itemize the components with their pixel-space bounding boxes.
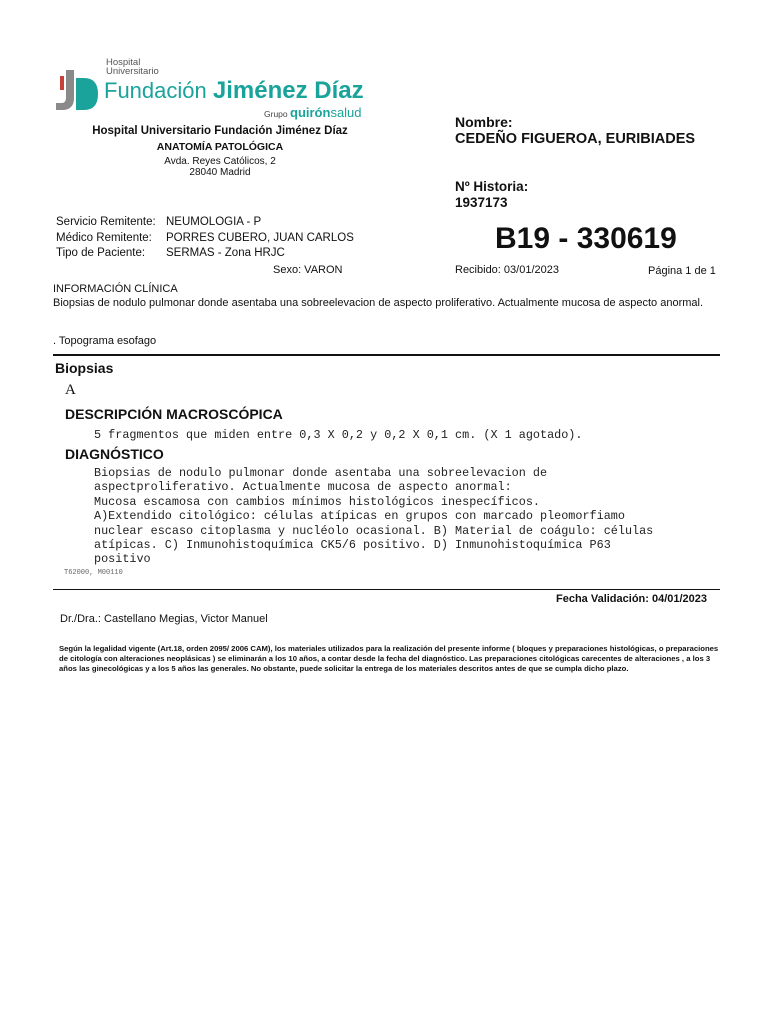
servicio-label: Servicio Remitente:: [56, 216, 156, 228]
snomed-codes: T62000, M00110: [64, 569, 123, 577]
hospital-name: Hospital Universitario Fundación Jiménez Díaz: [92, 125, 348, 137]
logo-line-hospital: Hospital: [106, 57, 141, 68]
sexo: Sexo: VARON: [273, 264, 343, 276]
specimen-letter: A: [65, 382, 76, 398]
clinical-info-title: INFORMACIÓN CLÍNICA: [53, 283, 178, 295]
diagnosis-line: positivo: [94, 552, 151, 567]
section-divider: [53, 354, 720, 356]
case-number: B19 - 330619: [495, 222, 677, 255]
hospital-logo: [50, 56, 390, 126]
department-name: ANATOMÍA PATOLÓGICA: [156, 141, 284, 153]
logo-quironsalud: quirónsalud: [290, 105, 362, 120]
logo-name-b: Jiménez Díaz: [212, 77, 364, 104]
diagnosis-line: aspectproliferativo. Actualmente mucosa de aspecto anormal:: [94, 480, 512, 495]
logo-grupo: [264, 105, 362, 120]
topograma: . Topograma esofago: [53, 335, 157, 347]
nombre-label: Nombre:: [455, 114, 513, 130]
tipo-paciente-label: Tipo de Paciente:: [56, 247, 146, 259]
legal-notice: Según la legalidad vigente (Art.18, orden 2095/ 2006 CAM), los materiales utilizados para la realización del presente informe ( bloques y preparaciones histológicas, o preparaciones de citología con alteraciones neoplásicas ) se eliminarán a los 10 años, a contar desde la fecha del diagnóstico. Las preparaciones citológicas carecentes de alteraciones , a los 3 años las ginecológicas y a los 5 años las generales. No obstante, puede solicitar la entrega de los materiales descritos antes de que se cumpla dicho plazo.: [59, 644, 719, 673]
servicio-value: NEUMOLOGIA - P: [166, 216, 262, 228]
historia-number: 1937173: [455, 195, 508, 210]
logo-grupo-label: Grupo: [264, 109, 288, 119]
diagnosis-line: Biopsias de nodulo pulmonar donde asentaba una sobreelevacion de: [94, 466, 548, 480]
medico-value: PORRES CUBERO, JUAN CARLOS: [166, 232, 354, 244]
macro-text: 5 fragmentos que miden entre 0,3 X 0,2 y 0,2 X 0,1 cm. (X 1 agotado).: [94, 428, 583, 442]
diagnosis-line: atípicas. C) Inmunohistoquímica CK5/6 positivo. D) Inmunohistoquímica P63: [94, 538, 611, 553]
logo-line-universitario: Universitario: [106, 66, 159, 77]
report-section-title: Biopsias: [55, 360, 114, 376]
medico-label: Médico Remitente:: [56, 232, 152, 244]
logo-wordmark: [104, 77, 364, 105]
diagnosis-title: DIAGNÓSTICO: [65, 446, 164, 462]
diagnosis-text: [94, 466, 653, 567]
jd-logo-icon: [50, 66, 104, 116]
doctor-name: Dr./Dra.: Castellano Megias, Victor Manuel: [60, 613, 268, 625]
patient-name: CEDEÑO FIGUEROA, EURIBIADES: [455, 131, 696, 147]
macro-title: DESCRIPCIÓN MACROSCÓPICA: [65, 406, 283, 422]
historia-label: Nº Historia:: [455, 179, 529, 194]
footer-divider: [53, 589, 720, 590]
validation-date: Fecha Validación: 04/01/2023: [556, 593, 708, 605]
address-line-2: 28040 Madrid: [189, 167, 251, 178]
address-line-1: Avda. Reyes Católicos, 2: [164, 156, 276, 167]
tipo-paciente-value: SERMAS - Zona HRJC: [166, 247, 285, 259]
received-date: Recibido: 03/01/2023: [455, 264, 559, 276]
clinical-info-text: Biopsias de nodulo pulmonar donde asentaba una sobreelevacion de aspecto proliferativo. Actualmente mucosa de aspecto anormal.: [53, 297, 704, 309]
diagnosis-line: Mucosa escamosa con cambios mínimos histológicos inespecíficos.: [94, 494, 540, 509]
logo-name-a: Fundación: [104, 78, 213, 103]
page-indicator: Página 1 de 1: [648, 265, 716, 277]
diagnosis-line: nuclear escaso citoplasma y nucléolo ocasional. B) Material de coágulo: células: [94, 523, 654, 538]
diagnosis-line: A)Extendido citológico: células atípicas en grupos con marcado pleomorfiamo: [94, 509, 625, 524]
